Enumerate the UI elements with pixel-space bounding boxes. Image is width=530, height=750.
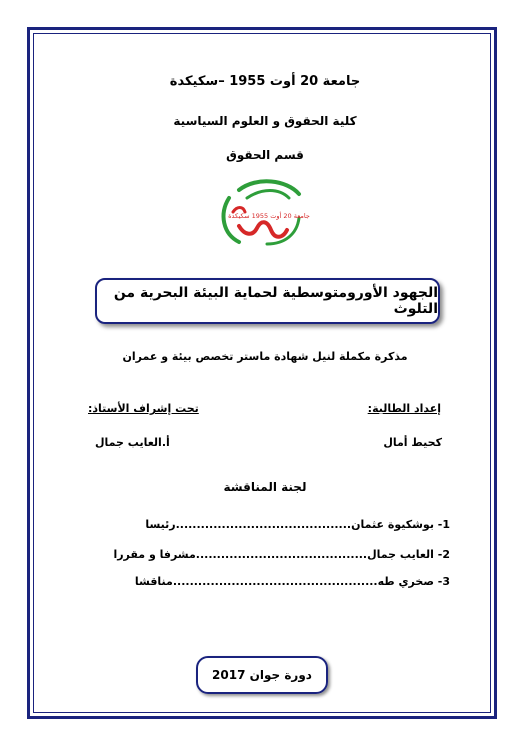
supervised-by-label: تحت إشراف الأستاذ: (88, 402, 199, 415)
department-name: قسم الحقوق (226, 148, 304, 162)
faculty-name: كلية الحقوق و العلوم السياسية (173, 114, 357, 128)
page-inner-border (33, 33, 491, 713)
university-logo (217, 178, 312, 248)
session-label: دورة جوان 2017 (212, 668, 312, 682)
committee-title: لجنة المناقشة (223, 480, 307, 494)
committee-member: 1- بوشكيوة عثمان..........................................رئيسا (145, 518, 450, 531)
prepared-by-label: إعداد الطالبة: (367, 402, 441, 415)
thesis-title-box (95, 278, 440, 324)
supervisor-name: أ.العايب جمال (95, 436, 170, 449)
logo-text: جامعة 20 أوت 1955 سكيكدة (228, 212, 310, 220)
committee-member: 2- العايب جمال.........................................مشرفا و مقررا (113, 548, 450, 561)
thesis-note: مذكرة مكملة لنيل شهادة ماستر تخصص بيئة و عمران (122, 350, 408, 363)
student-name: كحيط أمال (383, 436, 442, 449)
committee-member: 3- صخري طه.................................................مناقشا (134, 575, 450, 588)
session-box (196, 656, 328, 694)
thesis-title: الجهود الأورومتوسطية لحماية البيئة البحرية من التلوث (113, 285, 438, 317)
university-name: جامعة 20 أوت 1955 –سكيكدة (169, 74, 361, 89)
